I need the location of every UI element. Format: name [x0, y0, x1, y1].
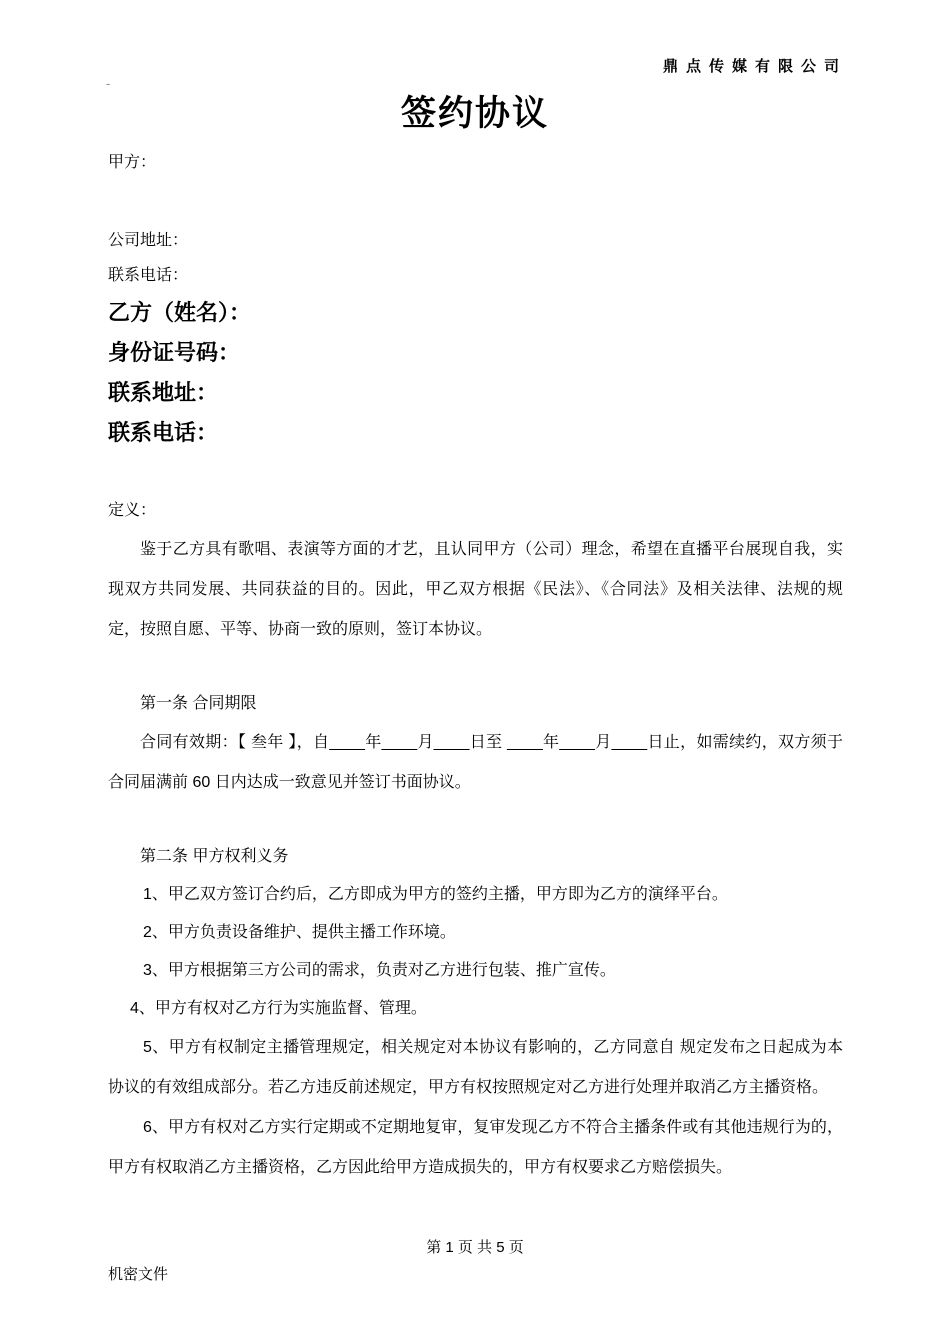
blank-line — [108, 453, 843, 492]
article2-item-1: 1、甲乙双方签订合约后，乙方即成为甲方的签约主播，甲方即为乙方的演绎平台。 — [143, 886, 728, 903]
confidential-label: 机密文件 — [108, 1266, 169, 1283]
definition-paragraph: 鉴于乙方具有歌唱、表演等方面的才艺，且认同甲方（公司）理念，希望在直播平台展现自我，实现双方共同发展、共同获益的目的。因此，甲乙双方根据《民法》、《合同法》及相关法律、法规的规定，按照自愿、平等、协商一致的原则，签订本协议。 — [108, 541, 843, 638]
field-party-a: 甲方： — [108, 154, 157, 171]
field-party-b-name: 乙方（姓名）： — [108, 300, 252, 325]
blank-line — [108, 650, 843, 685]
article2-item-3: 3、甲方根据第三方公司的需求，负责对乙方进行包装、推广宣传。 — [143, 962, 616, 979]
field-contact-address: 联系地址： — [108, 380, 219, 405]
article2-item-4: 4、甲方有权对乙方行为实施监督、管理。 — [130, 1000, 427, 1017]
document-title: 签约协议 — [400, 94, 549, 133]
article2-item-2: 2、甲方负责设备维护、提供主播工作环境。 — [143, 924, 456, 941]
blank-line — [108, 803, 843, 838]
definition-heading: 定义： — [108, 502, 157, 519]
field-company-phone: 联系电话： — [108, 267, 189, 284]
document-body — [108, 145, 843, 1188]
article1-paragraph: 合同有效期：【 叁年 】，自____年____月____日至 ____年____月____日止，如需续约，双方须于合同届满前 60 日内达成一致意见并签订书面协议。 — [108, 734, 843, 791]
article2-item-5: 5、甲方有权制定主播管理规定，相关规定对本协议有影响的，乙方同意自 规定发布之日起成为本协议的有效组成部分。若乙方违反前述规定，甲方有权按照规定对乙方进行处理并取消乙方主播资格。 — [108, 1039, 843, 1096]
article1-heading: 第一条 合同期限 — [140, 695, 257, 712]
blank-line — [108, 180, 843, 223]
article2-heading: 第二条 甲方权利义务 — [140, 848, 289, 865]
field-company-address: 公司地址： — [108, 232, 189, 249]
page-number: 第 1 页 共 5 页 — [426, 1239, 524, 1256]
company-name-header: 鼎点传媒有限公司 — [662, 58, 847, 75]
article2-item-6: 6、甲方有权对乙方实行定期或不定期地复审，复审发现乙方不符合主播条件或有其他违规行为的，甲方有权取消乙方主播资格，乙方因此给甲方造成损失的，甲方有权要求乙方赔偿损失。 — [108, 1119, 843, 1176]
field-contact-phone: 联系电话： — [108, 420, 219, 445]
stray-dash-mark: - — [106, 76, 111, 91]
field-id-number: 身份证号码： — [108, 340, 241, 365]
